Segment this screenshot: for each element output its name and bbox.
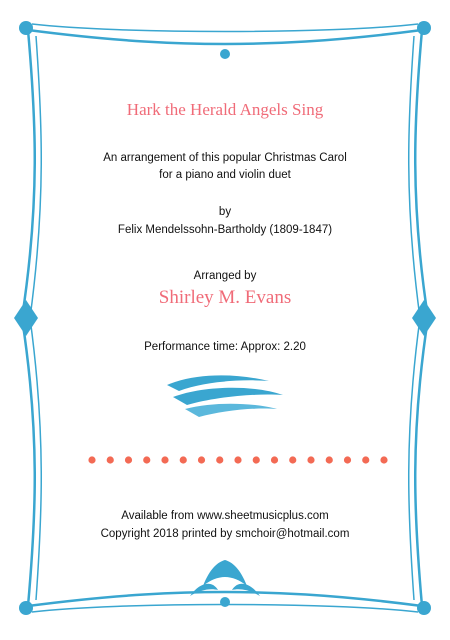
divider-dot	[88, 456, 95, 463]
divider-dot	[289, 456, 296, 463]
divider-dot	[216, 456, 223, 463]
divider-dot	[307, 456, 314, 463]
divider-dot	[107, 456, 114, 463]
divider-dot	[125, 456, 132, 463]
decorative-dot-divider	[88, 453, 388, 467]
divider-dot	[344, 456, 351, 463]
by-label: by	[218, 206, 232, 218]
divider-dot	[271, 456, 278, 463]
arranged-by-label: Arranged by	[193, 270, 257, 282]
arranger-name: Shirley M. Evans	[158, 287, 292, 308]
divider-dot	[143, 456, 150, 463]
divider-dot	[253, 456, 260, 463]
divider-dot	[234, 456, 241, 463]
arrangement-description	[0, 150, 450, 184]
description-line-1: An arrangement of this popular Christmas Carol	[103, 152, 347, 164]
piece-title: Hark the Herald Angels Sing	[126, 100, 324, 119]
divider-dot	[362, 456, 369, 463]
divider-dot	[198, 456, 205, 463]
performance-time: Performance time: Approx: 2.20	[144, 341, 306, 353]
divider-dot	[380, 456, 387, 463]
divider-dot	[161, 456, 168, 463]
composer-name: Felix Mendelssohn-Bartholdy (1809-1847)	[117, 224, 333, 236]
wave-swoosh-icon	[165, 371, 285, 419]
copyright-text: Copyright 2018 printed by smchoir@hotmail.com	[100, 528, 350, 540]
availability-text: Available from www.sheetmusicplus.com	[121, 510, 329, 522]
description-line-2: for a piano and violin duet	[159, 169, 291, 181]
divider-dot	[326, 456, 333, 463]
divider-dot	[180, 456, 187, 463]
